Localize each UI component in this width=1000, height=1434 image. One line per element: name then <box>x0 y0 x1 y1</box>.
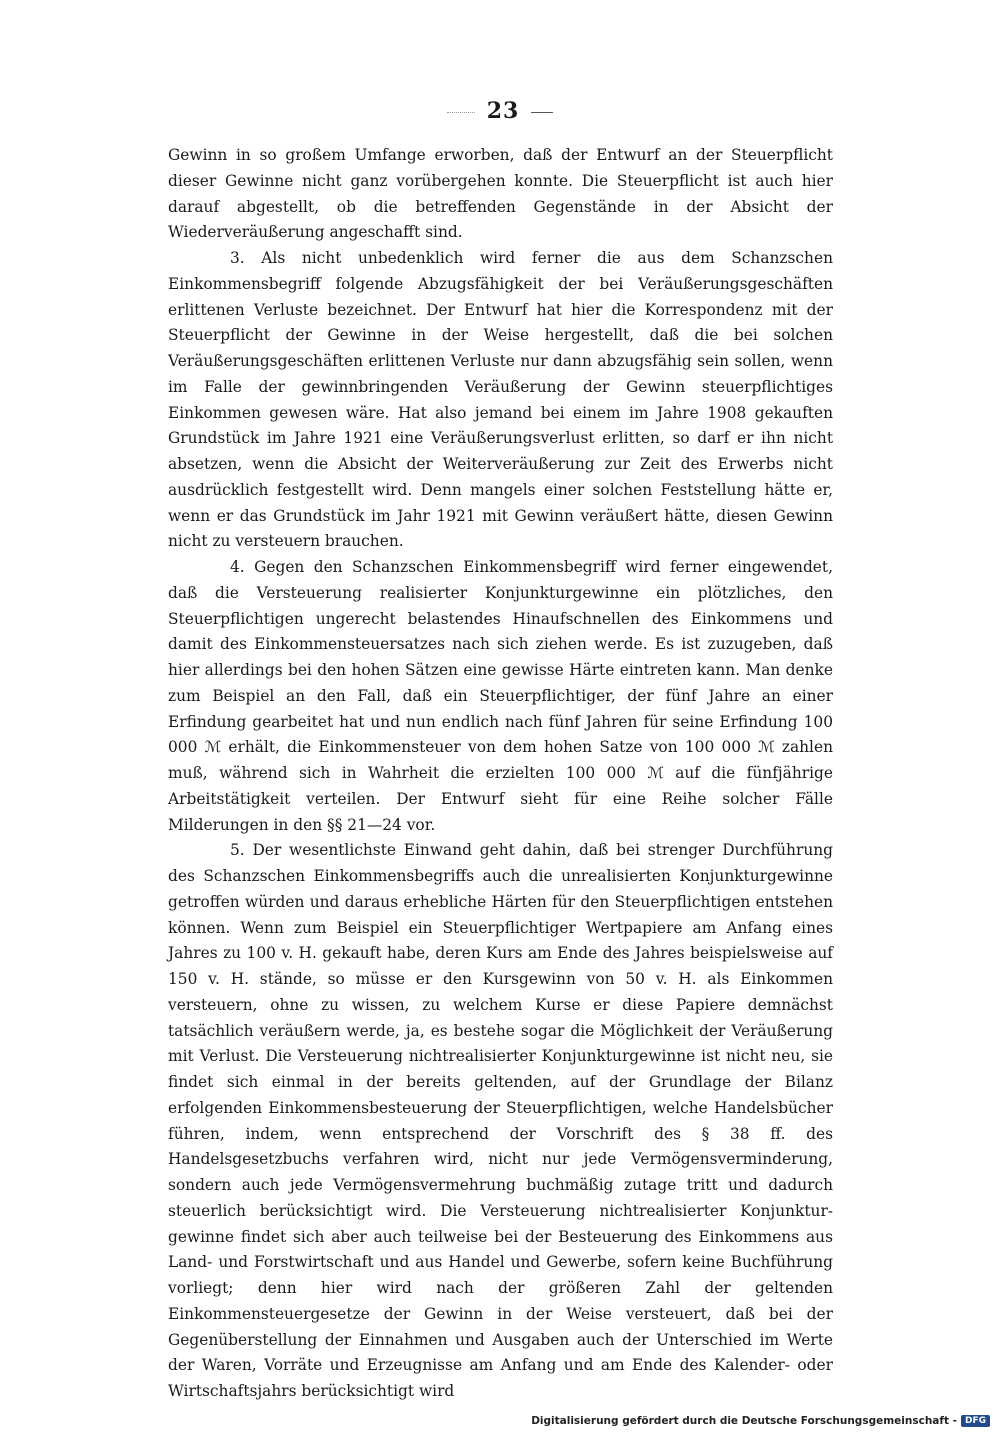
body-text <box>168 143 833 1405</box>
paragraph-3: 3. Als nicht unbedenklich wird ferner die aus dem Schanzschen Einkommensbegriff folgende Abzugsfähigkeit der bei Veräußerungsgeschäften erlittenen Verluste bezeichnet. Der Entwurf hat hier die Korrespondenz mit der Steuerpflicht der Gewinne in der Weise hergestellt, daß die bei solchen Veräußerungsgeschäften erlittenen Verluste nur dann abzugsfähig sein sollen, wenn im Falle der gewinnbringenden Veräußerung der Gewinn steuerpflichtiges Einkommen gewesen wäre. Hat also jemand bei einem im Jahre 1908 gekauften Grundstück im Jahre 1921 eine Veräußerungsverlust erlitten, so darf er ihn nicht absetzen, wenn die Absicht der Weiterveräußerung zur Zeit des Erwerbs nicht ausdrücklich festgestellt wird. Denn mangels einer solchen Feststellung hätte er, wenn er das Grundstück im Jahr 1921 mit Gewinn veräußert hätte, diesen Gewinn nicht zu versteuern brauchen. <box>168 249 833 551</box>
page-number-dash-left <box>447 112 475 113</box>
footer-text: Digitalisierung gefördert durch die Deutsche Forschungsgemeinschaft - <box>531 1415 957 1427</box>
page-number-text: 23 <box>486 98 520 124</box>
dfg-logo: DFG <box>961 1415 990 1427</box>
digitization-footer <box>531 1415 990 1427</box>
paragraph-5: 5. Der wesentlichste Einwand geht dahin, daß bei strenger Durchführung des Schanzschen Einkommensbegriffs auch die unrealisierten Konjunkturgewinne getroffen würden und daraus erhebliche Härten für den Steuerpflichtigen entstehen können. Wenn zum Beispiel ein Steuerpflichtiger Wertpapiere am Anfang eines Jahres zu 100 v. H. gekauft habe, deren Kurs am Ende des Jahres beispielsweise auf 150 v. H. stände, so müsse er den Kursgewinn von 50 v. H. als Einkommen versteuern, ohne zu wissen, zu welchem Kurse er diese Papiere demnächst tatsächlich veräußern werde, ja, es bestehe sogar die Möglichkeit der Veräußerung mit Verlust. Die Versteuerung nichtrealisierter Konjunkturgewinne ist nicht neu, sie findet sich einmal in der bereits geltenden, auf der Grundlage der Bilanz erfolgenden Einkommensbesteuerung der Steuerpflichtigen, welche Handelsbücher führen, indem, wenn entsprechend der Vorschrift des § 38 ff. des Handelsgesetzbuchs verfahren wird, nicht nur jede Vermögensverminderung, sondern auch jede Vermögensvermehrung buchmäßig zutage tritt und dadurch steuerlich berücksichtigt wird. Die Versteuerung nichtrealisierter Konjunkturgewinne findet sich aber auch teilweise bei der Besteuerung des Einkommens aus Land- und Forstwirtschaft und aus Handel und Gewerbe, sofern keine Buchführung vorliegt; denn hier wird nach der größeren Zahl der geltenden Einkommensteuergesetze der Gewinn in der Weise versteuert, daß bei der Gegenüberstellung der Einnahmen und Ausgaben auch der Unterschied im Werte der Waren, Vorräte und Erzeugnisse am Anfang und am Ende des Kalender- oder Wirtschaftsjahrs berücksichtigt wird <box>168 841 833 1400</box>
paragraph-continuation: Gewinn in so großem Umfange erworben, daß der Entwurf an der Steuerpflicht dieser Gewinne nicht ganz vorübergehen konnte. Die Steuerpflicht ist auch hier darauf abgestellt, ob die betreffenden Gegenstände in der Absicht der Wiederveräußerung angeschafft sind. <box>168 146 833 242</box>
page-number-dash-right <box>531 112 553 113</box>
page-number <box>0 98 1000 124</box>
paragraph-4: 4. Gegen den Schanzschen Einkommensbegriff wird ferner eingewendet, daß die Versteuerung realisierter Konjunkturgewinne ein plötzliches, den Steuerpflichtigen ungerecht belastendes Hinaufschnellen des Einkommens und damit des Einkommensteuersatzes nach sich ziehen werde. Es ist zuzugeben, daß hier allerdings bei den hohen Sätzen eine gewisse Härte eintreten kann. Man denke zum Beispiel an den Fall, daß ein Steuerpflichtiger, der fünf Jahre an einer Erfindung gearbeitet hat und nun endlich nach fünf Jahren für seine Erfindung 100 000 ℳ erhält, die Einkommensteuer von dem hohen Satze von 100 000 ℳ zahlen muß, während sich in Wahrheit die erzielten 100 000 ℳ auf die fünfjährige Arbeitstätigkeit verteilen. Der Entwurf sieht für eine Reihe solcher Fälle Milderungen in den §§ 21—24 vor. <box>168 558 833 834</box>
